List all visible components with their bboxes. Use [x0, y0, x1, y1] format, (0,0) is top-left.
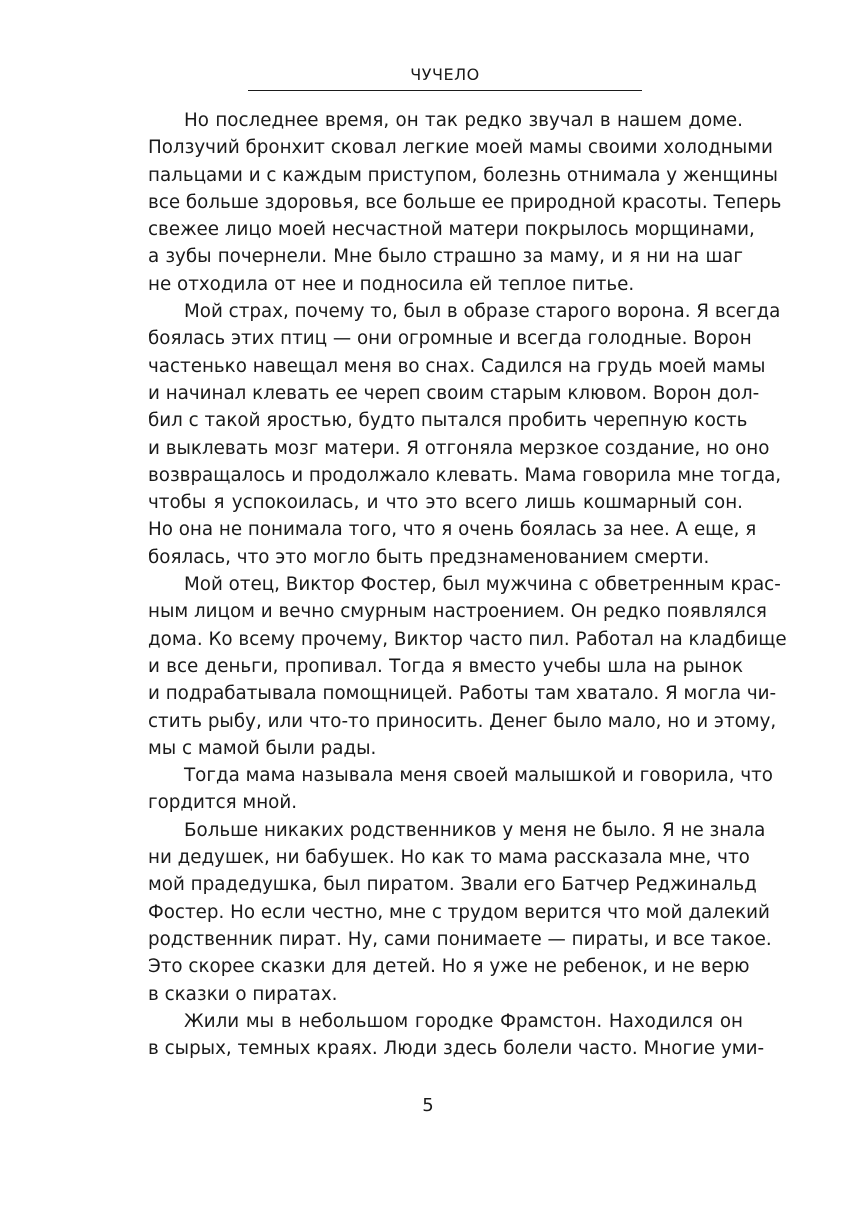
paragraph-line: дома. Ко всему прочему, Виктор часто пил. Работал на кладбище — [148, 628, 787, 650]
paragraph-first-line: Больше никаких родственников у меня не было. Я не знала — [184, 819, 766, 841]
paragraph-first-line: Мой страх, почему то, был в образе старого ворона. Я всегда — [184, 301, 781, 323]
page-number: 5 — [422, 1095, 434, 1116]
paragraph-line: все больше здоровья, все больше ее природной красоты. Теперь — [148, 191, 782, 213]
paragraph-first-line: Но последнее время, он так редко звучал в нашем доме. — [184, 110, 743, 131]
running-head: ЧУЧЕЛО — [410, 65, 480, 84]
paragraph-first-line: Тогда мама называла меня своей малышкой и говорила, что — [184, 765, 773, 787]
paragraph-line: Ползучий бронхит сковал легкие моей мамы своими холодными — [148, 137, 773, 159]
paragraph-line: Это скорее сказки для детей. Но я уже не ребенок, и не верю — [148, 956, 750, 978]
paragraph-line: а зубы почернели. Мне было страшно за маму, и я ни на шаг — [148, 246, 743, 268]
paragraph-line: ни дедушек, ни бабушек. Но как то мама рассказала мне, что — [148, 847, 750, 869]
paragraph-line: мы с мамой были рады. — [148, 737, 377, 759]
paragraph-line: частенько навещал меня во снах. Садился на грудь моей мамы — [148, 355, 766, 377]
paragraph-line: боялась, что это могло быть предзнаменованием смерти. — [148, 546, 710, 568]
paragraph-line: и выклевать мозг матери. Я отгоняла мерзкое создание, но оно — [148, 437, 770, 459]
paragraph-line: и начинал клевать ее череп своим старым клювом. Ворон дол- — [148, 382, 760, 404]
paragraph-line: и все деньги, пропивал. Тогда я вместо учебы шла на рынок — [148, 655, 743, 677]
paragraph-line: ным лицом и вечно смурным настроением. Он редко появлялся — [148, 601, 767, 623]
paragraph-line: пальцами и с каждым приступом, болезнь отнимала у женщины — [148, 164, 778, 186]
paragraph-line: стить рыбу, или что-то приносить. Денег было мало, но и этому, — [148, 710, 777, 732]
paragraph-line: Фостер. Но если честно, мне с трудом верится что мой далекий — [148, 901, 770, 923]
paragraph-line: чтобы я успокоилась, и что это всего лишь кошмарный сон. — [148, 492, 743, 514]
paragraph-line: в сказки о пиратах. — [148, 983, 338, 1005]
paragraph-line: свежее лицо моей несчастной матери покрылось морщинами, — [148, 219, 755, 241]
paragraph-line: мой прадедушка, был пиратом. Звали его Батчер Реджинальд — [148, 874, 757, 896]
paragraph-first-line: Мой отец, Виктор Фостер, был мужчина с обветренным крас- — [184, 574, 781, 596]
paragraph-line: возвращалось и продолжало клевать. Мама говорила мне тогда, — [148, 464, 782, 486]
paragraph-line: гордится мной. — [148, 792, 298, 814]
paragraph-line: Но она не понимала того, что я очень боялась за нее. А еще, я — [148, 519, 757, 541]
paragraph-line: родственник пират. Ну, сами понимаете — пираты, и все такое. — [148, 928, 772, 950]
paragraph-line: бил с такой яростью, будто пытался пробить черепную кость — [148, 410, 748, 432]
paragraph-first-line: Жили мы в небольшом городке Фрамстон. Находился он — [184, 1010, 743, 1032]
paragraph-line: не отходила от нее и подносила ей теплое питье. — [148, 273, 635, 295]
paragraph-line: боялась этих птиц — они огромные и всегда голодные. Ворон — [148, 328, 752, 350]
header-rule — [248, 90, 642, 91]
paragraph-line: и подрабатывала помощницей. Работы там хватало. Я могла чи- — [148, 683, 777, 705]
paragraph-line: в сырых, темных краях. Люди здесь болели часто. Многие уми- — [148, 1038, 765, 1060]
body-text — [148, 107, 787, 1062]
